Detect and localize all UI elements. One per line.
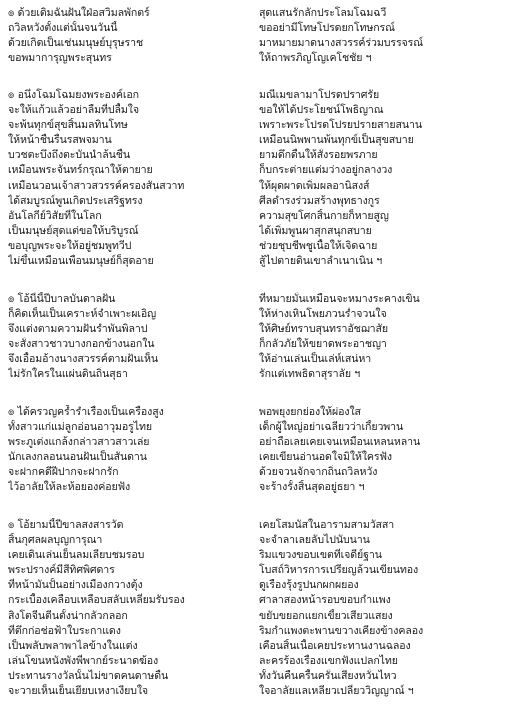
verse-line: จึงเอื้อมอ้างนางสวรรค์ตามฝันเห็น [8,353,159,366]
verse-line: ความสุขโศกสิ้นกายก็หายสูญ [259,209,389,222]
verse-line: ใจอาลัยแลเหลียวเปลี่ยววิญญาณ์ ฯ [259,685,414,698]
verse-line: ให้ห่างเหินโพยภวนร่ำจวนใจ [259,308,387,321]
stanza-3-left-column [0,292,257,383]
verse-line: ที่ตึกก่อช่อฟ้าใบระกาแดง [8,624,121,637]
verse-line: สิงโตจีนตีนตั้งน่ากลัวกลอก [8,609,128,622]
stanza-3 [0,292,515,383]
verse-line: ๏ โอ้ยามนี้ปีขาลสงสารวัด [8,519,124,531]
verse-line: ทั้งสาวแก่แม่ลูกอ่อนอาวุมอรูไทย [8,421,152,434]
verse-line: ดูเรืองรุ้งรูปนกผกผยอง [259,579,359,592]
stanza-5-left-column [0,518,257,699]
verse-line: ๏ อนึ่งโฉมโฉมยงพระองค์เอก [8,89,139,101]
verse-line: ที่หมายมั่นเหมือนจะหมางระคางเขิน [259,293,420,305]
verse-line: ศีลดำรงร่วมสร้างพุทธางกูร [259,194,380,207]
verse-line: ละครร้องเรื่องแขกฟังแปลกไทย [259,654,398,667]
verse-line: ก็กลัวภัยให้ขยาดพระอาชญา [259,338,387,351]
verse-line: สู้ไปตายดินเขาลำเนาเนิน ฯ [259,255,383,268]
verse-line: ได้เพิ่มพูนผาสุกสนุกสบาย [259,224,372,237]
verse-line: ด้วยเกิดเป็นเช่นมนุษย์บุรุษราช [8,37,144,50]
stanza-1-right-column [257,6,514,66]
stanza-4-left-column [0,405,257,496]
verse-line: ด้วยจวนจักจากถิ่นถวิลหวัง [259,466,378,479]
verse-line: ๏ โอ้นี่นี้ปีบาลบันดาลฝัน [8,293,116,305]
verse-line: ให้ศิษย์ทราบสุนทราอัชฌาสัย [259,323,388,336]
stanza-4-right-column [257,405,514,496]
verse-line: จะให้แก้วแล้วอย่าลืมที่ปลื้มใจ [8,104,139,117]
verse-line: มณีเมขลามาโปรดปราศรัย [259,89,380,101]
verse-line: โบสถ์วิหารการเปรียญล้วนเขียนทอง [259,564,419,577]
verse-line: นักเลงกลอนนอนฝันเป็นสันดาน [8,451,147,464]
verse-line: ได้สมบูรณ์พูนเกิดประเสริฐทรง [8,194,143,207]
verse-line: กระเบื้องเคลือบเหลือบสลับเหลี่ยมรับรอง [8,594,185,607]
verse-line: ศาลาสองหน้ารอบขอบกำแพง [259,594,391,607]
verse-line: เหมือนวอนเจ้าสาวสวรรค์ครองสันสวาท [8,179,185,192]
verse-line: ขอบุญพระจะให้อยู่ชมพูทวีป [8,239,132,252]
verse-line: ขอพมาการุญพระสุนทร [8,52,112,65]
stanza-4 [0,405,515,496]
verse-line: ขยับขยอกแยกเขี้ยวเสียวแสยง [259,609,393,622]
verse-line: อันโลกีย์วิสัยที่ในโลก [8,209,102,222]
verse-line: เป็นมนุษย์สุดแต่ขอให้บริบูรณ์ [8,224,139,237]
stanza-2-left-column [0,88,257,269]
verse-line: พระปรางค์มีสีทิศพิศดาร [8,564,115,577]
verse-line: ช่วยชุบชีพชูเนื้อให้เจิดฉาย [259,239,378,252]
verse-line: เคยโสมนัสในอารามสามวัสสา [259,519,395,531]
verse-line: ทั้งวันคืนครื้นครั่นเสียงหวั่นไหว [259,669,397,682]
stanza-5 [0,518,515,699]
verse-line: พระภูเต่งแกล้งกล่าวสาวสาวเล่ย [8,436,150,449]
verse-line: จึงแต่งตามความฝันรำพันพิลาป [8,323,148,336]
verse-line: ที่หน้ามันปั้นอย่างเมืองกวางตุ้ง [8,579,143,592]
verse-line: ริมแขวงขอบเขตที่เจดีย์ฐาน [259,549,382,562]
verse-line: เคยเขียนอ่านอดใจมิให้ใครฟัง [259,451,392,464]
verse-line: ให้ผุดผาดเพิ่มผลอานิสงส์ [259,179,370,192]
verse-line: ๏ ได้ครวญครั่ำรำเรื่องเป็นเครื่องสูง [8,406,164,418]
verse-line: รักแต่เทพธิดาสุราลัย ฯ [259,368,361,381]
verse-line: เด็กผู้ใหญ่อย่าเฉลียวว่าเกี้ยวพาน [259,421,404,434]
verse-line: ริมกำแพงตะพานขวางเคียงข้างคลอง [259,624,424,637]
verse-line: จะวายเห็นเย็นเยียบเหงาเงียบใจ [8,685,149,698]
verse-line: จะฝากคดีฝีปากจะฝากรัก [8,466,119,479]
verse-line: เล่นโขนหนังพังพี่พากย์ระนาดฆ้อง [8,654,159,667]
verse-line: ให้หน้าชื่นรื่นรสพจมาน [8,134,112,147]
verse-line: ประทานรางวัลนั้นไม่ขาดคนดาษดื่น [8,669,169,682]
verse-line: ๏ ด้วยเดิมฉันฝันใฝ่อสวิมลพักตร์ [8,7,150,19]
verse-line: เป็นพลับพลาพาไลข้างในแต่ง [8,639,138,652]
verse-line: ไม่ขึ้นเหมือนเพื่อนมนุษย์ก็สุดอาย [8,255,154,268]
verse-line: ก็คิดเห็นเป็นเคราะห์จำเพาะผเอิญ [8,308,157,321]
stanza-3-right-column [257,292,514,383]
verse-line: ให้ถาพรภิญโญเคโชชัย ฯ [259,52,372,65]
verse-line: เหมือนพระจันทร์กรุณาให้ตายาย [8,164,153,177]
verse-line: ยามดึกดื่นให้สั่งรอยพรภาย [259,149,378,162]
verse-line: ให้อ่านเล่นเป็นเล่ห์เสน่หา [259,353,372,366]
stanza-2-right-column [257,88,514,269]
stanza-1 [0,6,515,66]
verse-line: สุดแสนรักลักประโลมโฉมฉวี [259,7,387,19]
verse-line: ถวิลหวังตั้งแต่นั้นจนวันนี้ [8,22,118,35]
verse-line: เคือนสิ้นเนื้อเคยประทานงานฉลอง [259,639,411,652]
verse-line: บวชตะบึงถึงตะบันนำล้นชื่น [8,149,131,162]
verse-line: เพราะพระโปรดโปรยปรายสายสนาน [259,119,422,132]
stanza-2 [0,88,515,269]
verse-line: พอพยุงยกย่องให้ผ่องใส [259,406,361,418]
verse-line: ไว้อาลัยให้ละห้อยองค่อยฟัง [8,481,131,494]
verse-line: จะสั่งสาวชาวบางกอกข้างนอกใน [8,338,155,351]
verse-line: ขออย่ามีโทษโปรดยกโทษกรณ์ [259,22,395,35]
verse-line: เหมือนนิพพานพ้นทุกข์เป็นสุขสบาย [259,134,414,147]
verse-line: เคยเดินเล่นเย็นลมเลียบชมรอบ [8,549,145,562]
stanza-5-right-column [257,518,514,699]
verse-line: ขอให้ได้ประโยชน์โพธิญาณ [259,104,384,117]
verse-line: อย่าถือเลยเคยเจนเหมือนเหลนหลาน [259,436,421,449]
verse-line: มาหมายมาดนางสวรรค์ร่วมบรรจรณ์ [259,37,423,50]
verse-line: ก็บกระต่ายแต่มว่างอยู่กลางวง [259,164,393,177]
verse-line: จะร้างรั้งสิ้นสุดอยู่ธยา ฯ [259,481,365,494]
verse-line: ไม่รักใครในแผ่นดินถิ่นสุธา [8,368,128,381]
stanza-1-left-column [0,6,257,66]
verse-line: จะพ้นทุกข์สุขสิ้นมลทินโทษ [8,119,128,132]
verse-line: สิ้นกุศลผลบุญการุณา [8,534,103,547]
verse-line: จะจำลาเลยลับไปนับนาน [259,534,370,547]
